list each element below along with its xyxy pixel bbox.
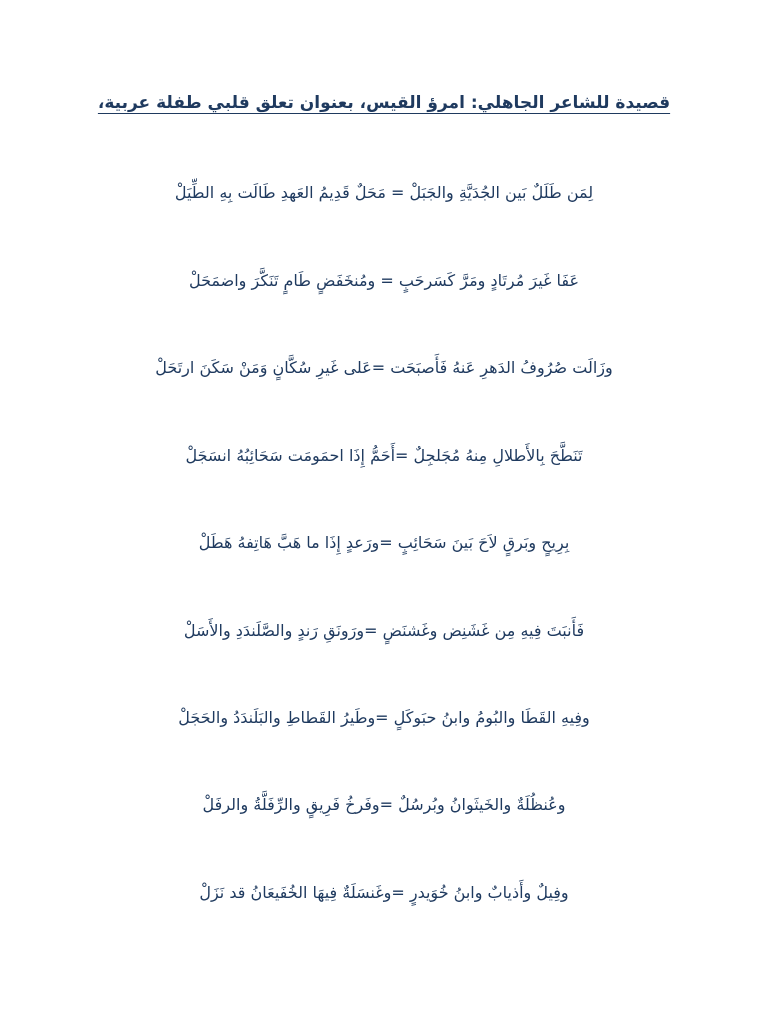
verse-line-2: عَفَا غَيرَ مُرتَادٍ ومَرَّ كَسَرحَبٍ = ومُنخَفَضٍ طَامٍ تَنَكَّرَ واضمَحَلْ <box>188 271 580 290</box>
verse-line-8: وعُنظُلَةٌ والخَيثَوانُ وبُرسُلٌ =وفَرخُ فَرِيقٍ والرِّفَلَّةُ والرفَلْ <box>202 795 566 814</box>
poem-title: قصيدة للشاعر الجاهلي: امرؤ القيس، بعنوان تعلق قلبي طفلة عربية، <box>97 93 671 113</box>
verse-line-1: لِمَن طَلَلٌ بَين الجُدَيَّةِ والجَبَلْ = مَحَلٌ قَدِيمُ العَهدِ طَالَت بِهِ الطِّيَلْ <box>174 183 594 202</box>
verse-line-4: تَنَطَّحَ بِالأَطلالِ مِنهُ مُجَلجِلٌ =أَحَمُّ إِذَا احمَومَت سَحَائِبُهُ انسَجَلْ <box>185 446 583 465</box>
verse-line-5: بِرِيحٍ وبَرقٍ لاَحَ بَينَ سَحَائِبٍ =ورَعدٍ إِذَا ما هَبَّ هَاتِفهُ هَطَلْ <box>198 533 570 552</box>
verse-line-9: وفِيلٌ وأَذيابٌ وابنُ خُوَيدرٍ =وغَنسَلَةٌ فِيهَا الخُفَيعَانُ قد نَزَلْ <box>199 883 569 902</box>
verse-line-7: وفِيهِ القَطَا والبُومُ وابنُ حبَوكَلٍ =وطَيرُ القَطاطِ والبَلَندَدُ والحَجَلْ <box>178 708 590 727</box>
verse-line-6: فَأَنبَتَ فِيهِ مِن غَشَنِض وغَشنَضٍ =ورَونَقِ رَندٍ والصَّلَندَدِ والأَسَلْ <box>183 621 585 640</box>
verse-line-3: وزَالَت صُرُوفُ الدَهرِ عَنهُ فَأَصبَحَت =عَلى غَيرِ سُكَّانٍ وَمَنْ سَكَنَ ارتَحَلْ <box>155 358 613 377</box>
